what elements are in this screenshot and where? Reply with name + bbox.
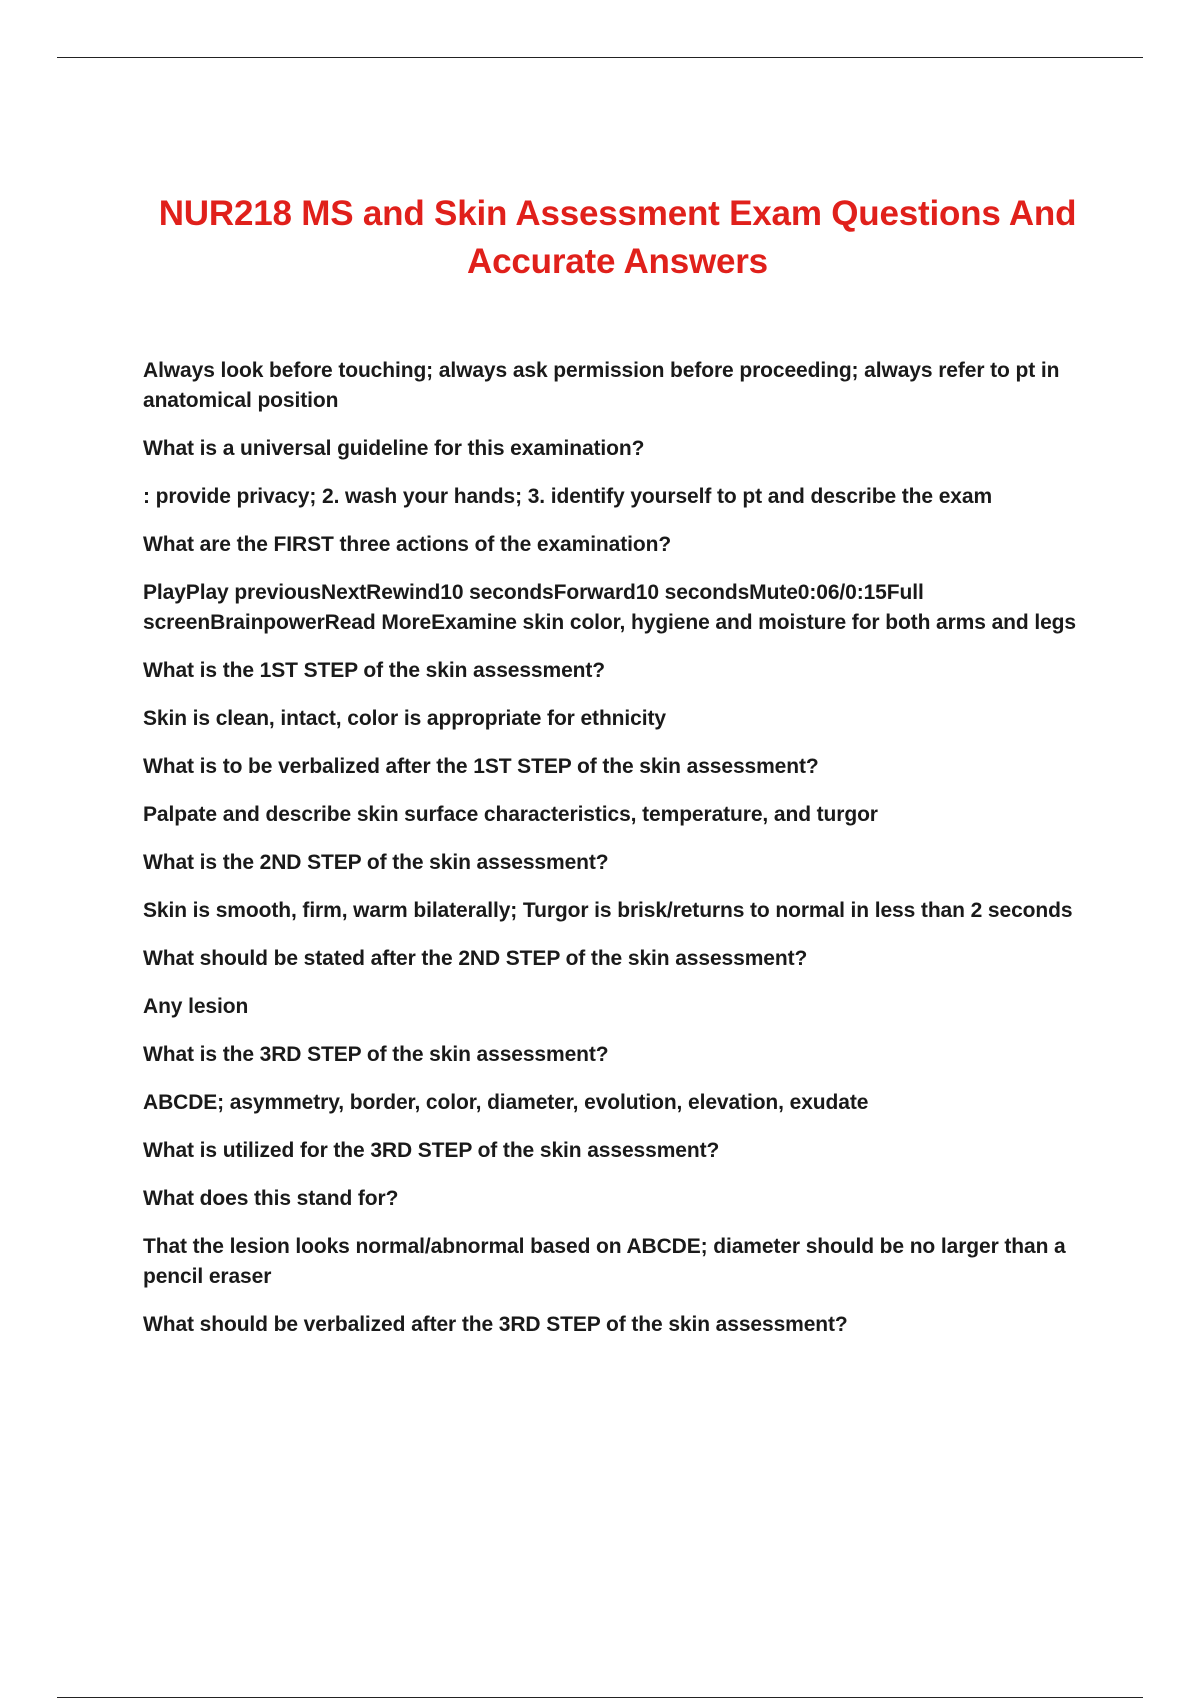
- paragraph: What should be verbalized after the 3RD STEP of the skin assessment?: [143, 1313, 848, 1336]
- paragraph: That the lesion looks normal/abnormal based on ABCDE; diameter should be no larger than a pencil eraser: [143, 1235, 1066, 1288]
- paragraph: What is utilized for the 3RD STEP of the skin assessment?: [143, 1139, 720, 1162]
- paragraph: Always look before touching; always ask permission before proceeding; always refer to pt in anatomical position: [143, 359, 1060, 412]
- paragraph: What is a universal guideline for this examination?: [143, 437, 645, 460]
- paragraph: PlayPlay previousNextRewind10 secondsForward10 secondsMute0:06/0:15Full screenBrainpowerRead MoreExamine skin color, hygiene and moisture for both arms and legs: [143, 581, 1076, 634]
- footer-rule: [57, 1697, 1143, 1698]
- paragraph: What is the 1ST STEP of the skin assessment?: [143, 659, 606, 682]
- paragraph: Palpate and describe skin surface characteristics, temperature, and turgor: [143, 803, 878, 826]
- paragraph: What should be stated after the 2ND STEP of the skin assessment?: [143, 947, 808, 970]
- paragraph: Skin is smooth, firm, warm bilaterally; Turgor is brisk/returns to normal in less than 2 seconds: [143, 899, 1073, 922]
- paragraph: What is the 2ND STEP of the skin assessment?: [143, 851, 609, 874]
- paragraph: What is to be verbalized after the 1ST STEP of the skin assessment?: [143, 755, 819, 778]
- document-title: NUR218 MS and Skin Assessment Exam Questions And Accurate Answers: [158, 194, 1077, 281]
- document-body: [143, 356, 1093, 1358]
- paragraph: Skin is clean, intact, color is appropriate for ethnicity: [143, 707, 666, 730]
- paragraph: Any lesion: [143, 995, 249, 1018]
- paragraph: : provide privacy; 2. wash your hands; 3. identify yourself to pt and describe the exam: [143, 485, 993, 508]
- paragraph: What does this stand for?: [143, 1187, 399, 1210]
- header-rule: [57, 57, 1143, 58]
- paragraph: What is the 3RD STEP of the skin assessment?: [143, 1043, 609, 1066]
- paragraph: ABCDE; asymmetry, border, color, diameter, evolution, elevation, exudate: [143, 1091, 869, 1114]
- paragraph: What are the FIRST three actions of the examination?: [143, 533, 672, 556]
